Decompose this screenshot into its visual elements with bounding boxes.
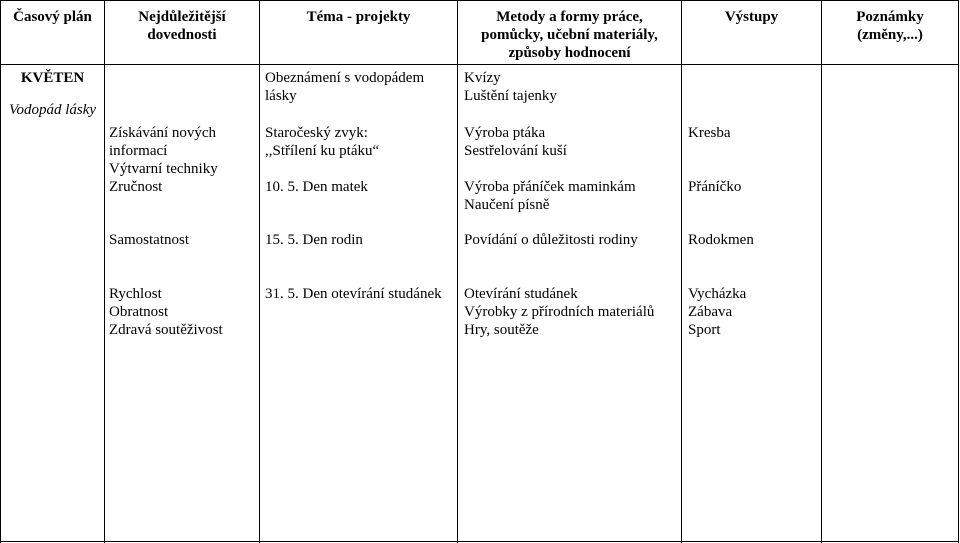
header-notes	[822, 8, 958, 44]
row-skills	[109, 178, 257, 196]
grid-line-col2	[259, 0, 260, 543]
header-outputs-text: Výstupy	[724, 9, 779, 25]
row-skills	[109, 124, 257, 178]
row-methods-line: Hry, soutěže	[464, 322, 539, 338]
header-time-plan	[1, 8, 104, 26]
row-topic	[265, 285, 457, 303]
row-methods-line: Luštění tajenky	[464, 88, 557, 104]
month-theme: Vodopád lásky	[8, 102, 97, 118]
header-methods-line1: Metody a formy práce,	[496, 9, 643, 25]
grid-line-col3	[457, 0, 458, 543]
row-outputs-line: Vycházka	[688, 286, 747, 302]
row-methods	[464, 69, 679, 105]
row-topic	[265, 69, 455, 105]
header-skills	[105, 8, 259, 44]
header-skills-line2: dovednosti	[147, 27, 217, 43]
row-topic-line: ,,Střílení ku ptáku“	[265, 143, 380, 159]
row-outputs-line: Rodokmen	[688, 232, 754, 248]
row-outputs	[688, 178, 818, 196]
header-time-plan-text: Časový plán	[13, 9, 92, 25]
row-methods-line: Výroba ptáka	[464, 125, 546, 141]
row-outputs-line: Kresba	[688, 125, 731, 141]
header-skills-line1: Nejdůležitější	[138, 9, 226, 25]
row-skills	[109, 285, 257, 339]
row-topic-line: lásky	[265, 88, 297, 104]
grid-line-col5	[821, 0, 822, 543]
row-methods-line: Naučení písně	[464, 197, 550, 213]
row-methods-line: Povídání o důležitosti rodiny	[464, 232, 638, 248]
row-skills-line: Obratnost	[109, 304, 169, 320]
row-skills-line: Zdravá soutěživost	[109, 322, 223, 338]
grid-line-col4	[681, 0, 682, 543]
row-topic-line: Staročeský zvyk:	[265, 125, 368, 141]
row-skills-line: Získávání nových	[109, 125, 217, 141]
row-topic-line: Obeznámení s vodopádem	[265, 70, 425, 86]
row-outputs-line: Sport	[688, 322, 721, 338]
row-methods-line: Kvízy	[464, 70, 501, 86]
header-methods	[458, 8, 681, 62]
row-topic	[265, 178, 455, 196]
row-methods	[464, 285, 679, 339]
row-topic-line: 10. 5. Den matek	[265, 179, 368, 195]
row-methods	[464, 178, 679, 214]
row-topic	[265, 124, 455, 160]
row-topic-line: 31. 5. Den otevírání studánek	[265, 286, 442, 302]
row-skills-line: Výtvarní techniky	[109, 161, 218, 177]
row-outputs	[688, 285, 818, 339]
row-skills-line: Rychlost	[109, 286, 162, 302]
row-methods	[464, 124, 679, 160]
row-outputs-line: Zábava	[688, 304, 733, 320]
row-methods	[464, 231, 679, 249]
row-skills-line: informací	[109, 143, 168, 159]
row-skills	[109, 231, 257, 249]
header-notes-line1: Poznámky	[856, 9, 924, 25]
header-topics-text: Téma - projekty	[306, 9, 411, 25]
grid-line-header	[0, 64, 959, 65]
header-methods-line3: způsoby hodnocení	[508, 45, 631, 61]
row-outputs	[688, 124, 818, 142]
header-outputs	[682, 8, 821, 26]
header-notes-line2: (změny,...)	[857, 27, 923, 43]
row-methods-line: Sestřelování kuší	[464, 143, 567, 159]
row-topic-line: 15. 5. Den rodin	[265, 232, 363, 248]
row-outputs	[688, 231, 818, 249]
grid-line-bottom	[0, 541, 959, 542]
row-methods-line: Výroba přáníček maminkám	[464, 179, 636, 195]
header-methods-line2: pomůcky, učební materiály,	[481, 27, 658, 43]
row-skills-line: Samostatnost	[109, 232, 190, 248]
row-skills-line: Zručnost	[109, 179, 163, 195]
header-topics	[260, 8, 457, 26]
row-methods-line: Otevírání studánek	[464, 286, 578, 302]
month-name: KVĚTEN	[20, 70, 85, 86]
grid-line-top	[0, 0, 959, 1]
row-methods-line: Výrobky z přírodních materiálů	[464, 304, 655, 320]
grid-line-right	[958, 0, 959, 543]
row-topic	[265, 231, 455, 249]
row-outputs-line: Přáníčko	[688, 179, 742, 195]
grid-line-col1	[104, 0, 105, 543]
